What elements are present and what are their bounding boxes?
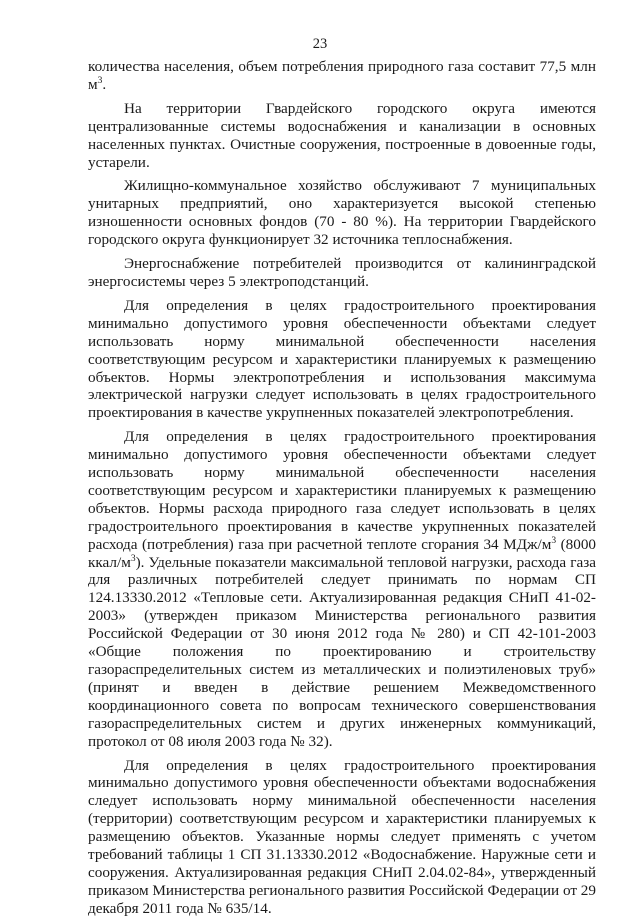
superscript: 3 bbox=[130, 553, 136, 564]
page-number: 23 bbox=[312, 36, 328, 52]
superscript: 3 bbox=[97, 75, 103, 86]
paragraph-water-supply: На территории Гвардейского городского округа имеются централизованные системы водоснабжения и канализации в основных населенных пунктах. Очистные сооружения, построенные в довоенные годы, устарели. bbox=[88, 99, 596, 171]
paragraph-text: ). Удельные показатели максимальной тепловой нагрузки, расхода газа для различных потребителей следует принимать по нормам СП 124.13330.2012 «Тепловые сети. Актуализированная редакция СНиП 41-02-2003» (утвержден приказом Министерства регионального развития Российской Федерации от 30 июня 2012 года № 280) и СП 42-101-2003 «Общие положения по проектированию и строительству газораспределительных систем из металлических и полиэтиленовых труб» (принят и введен в действие решением Межведомственного координационного совета по вопросам технического совершенствования газораспределительных систем и других инженерных коммуникаций, протокол от 08 июля 2003 года № 32). bbox=[88, 553, 596, 750]
paragraph-electricity-norms: Для определения в целях градостроительного проектирования минимально допустимого уровня обеспеченности объектами следует использовать норму минимальной обеспеченности населения соответствующим ресурсом и характеристики планируемых к размещению объектов. Нормы электропотребления и использования максимума электрической нагрузки следует использовать в целях градостроительного проектирования в качестве укрупненных показателей электропотребления. bbox=[88, 296, 596, 422]
paragraph-gas-norms bbox=[88, 428, 596, 750]
paragraph-text: количества населения, объем потребления природного газа составит 77,5 млн м bbox=[88, 58, 596, 93]
paragraph-text: Для определения в целях градостроительного проектирования минимально допустимого уровня обеспеченности объектами следует использовать норму минимальной обеспеченности населения соответствующим ресурсом и характеристики планируемых к размещению объектов. Нормы расхода природного газа следует использовать в целях градостроительного проектирования в качестве укрупненных показателей расхода (потребления) газа при расчетной теплоте сгорания 34 МДж/м bbox=[88, 428, 596, 553]
paragraph-text: (8000 ккал/м bbox=[88, 535, 597, 571]
document-body bbox=[88, 58, 596, 918]
paragraph-energy-supply: Энергоснабжение потребителей производится от калининградской энергосистемы через 5 электроподстанций. bbox=[88, 255, 596, 290]
paragraph-housing-utilities: Жилищно-коммунальное хозяйство обслуживают 7 муниципальных унитарных предприятий, оно характеризуется высокой степенью изношенности основных фондов (70 - 80 %). На территории Гвардейского городского округа функционирует 32 источника теплоснабжения. bbox=[88, 177, 596, 249]
paragraph-water-norms: Для определения в целях градостроительного проектирования минимально допустимого уровня обеспеченности объектами водоснабжения следует использовать норму минимальной обеспеченности населения (территории) соответствующим ресурсом и характеристики планируемых к размещению объектов. Указанные нормы следует применять с учетом требований таблицы 1 СП 31.13330.2012 «Водоснабжение. Наружные сети и сооружения. Актуализированная редакция СНиП 2.04.02-84», утвержденный приказом Министерства регионального развития Российской Федерации от 29 декабря 2011 года № 635/14. bbox=[88, 756, 596, 917]
paragraph-text: . bbox=[102, 75, 107, 93]
superscript: 3 bbox=[551, 535, 557, 546]
paragraph-gas-volume bbox=[88, 58, 596, 94]
